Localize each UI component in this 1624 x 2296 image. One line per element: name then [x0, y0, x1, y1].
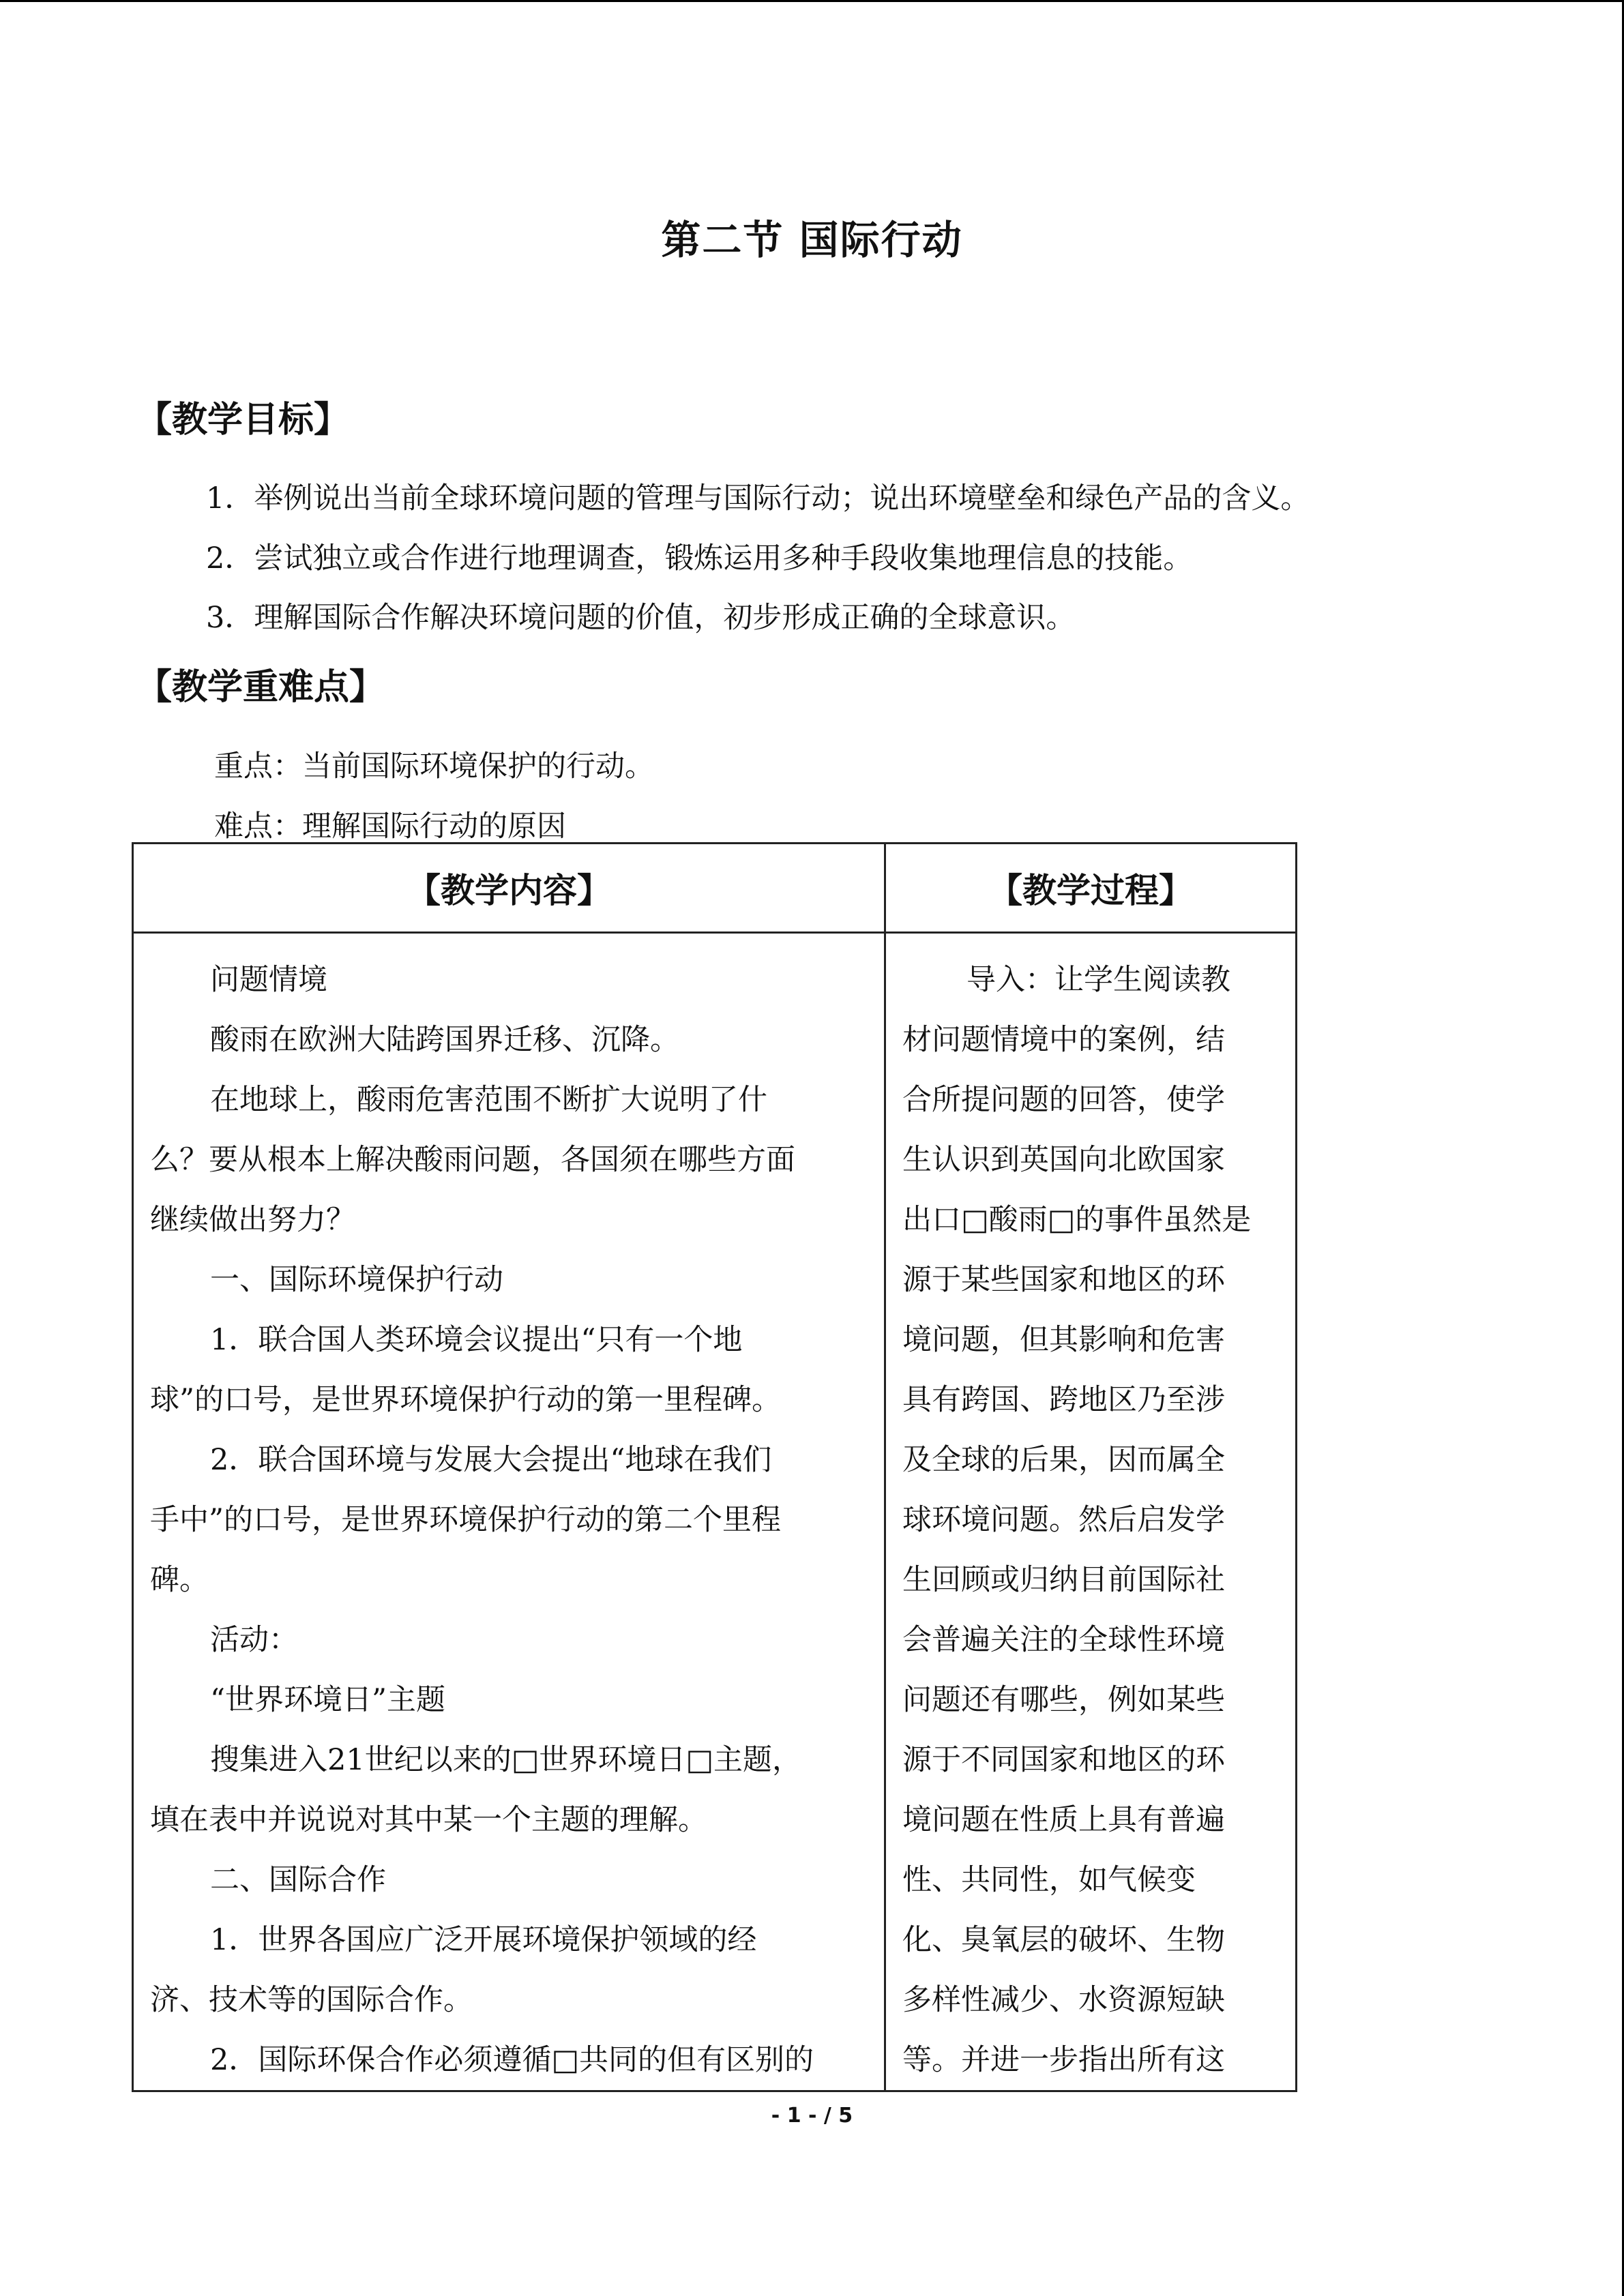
- process-line: 等。并进一步指出所有这: [902, 2043, 1225, 2077]
- objective-item-3: 3．理解国际合作解决环境问题的价值，初步形成正确的全球意识。: [206, 601, 1076, 635]
- objectives-heading: 【教学目标】: [136, 400, 350, 441]
- content-line: 济、技术等的国际合作。: [150, 1983, 473, 2017]
- table-header-row: [133, 844, 1297, 933]
- content-line: 问题情境: [210, 963, 327, 997]
- process-line: 导入：让学生阅读教: [966, 963, 1230, 997]
- process-line: 及全球的后果，因而属全: [902, 1443, 1225, 1477]
- content-line: 搜集进入21世纪以来的□世界环境日□主题，: [210, 1743, 801, 1777]
- difficulty-text: 难点：理解国际行动的原因: [214, 809, 566, 844]
- key-points-heading: 【教学重难点】: [136, 667, 385, 708]
- content-line: 么？要从根本上解决酸雨问题，各国须在哪些方面: [150, 1143, 795, 1177]
- content-line: 1．联合国人类环境会议提出“只有一个地: [210, 1323, 743, 1357]
- content-line: 1．世界各国应广泛开展环境保护领域的经: [210, 1923, 757, 1957]
- process-line: 生回顾或归纳目前国际社: [902, 1563, 1225, 1597]
- content-line: 一、国际环境保护行动: [210, 1263, 503, 1297]
- content-line: 2．联合国环境与发展大会提出“地球在我们: [210, 1443, 772, 1477]
- table-body-row: [133, 933, 1297, 2091]
- content-line: 二、国际合作: [210, 1863, 386, 1897]
- process-line: 性、共同性，如气候变: [902, 1863, 1196, 1897]
- content-cell: [133, 933, 885, 2091]
- page-number: - 1 - / 5: [771, 2104, 853, 2128]
- top-border: [0, 0, 1624, 2]
- content-line: 碑。: [150, 1563, 209, 1597]
- process-line: 境问题在性质上具有普遍: [902, 1803, 1225, 1837]
- content-line: 2．国际环保合作必须遵循□共同的但有区别的: [210, 2043, 814, 2077]
- header-content: 【教学内容】: [133, 844, 885, 933]
- process-line: 源于某些国家和地区的环: [902, 1263, 1225, 1297]
- header-process: 【教学过程】: [885, 844, 1297, 933]
- objective-item-1: 1．举例说出当前全球环境问题的管理与国际行动；说出环境壁垒和绿色产品的含义。: [206, 481, 1310, 516]
- process-cell: [885, 933, 1297, 2091]
- lesson-table: [132, 842, 1297, 2092]
- process-line: 出口□酸雨□的事件虽然是: [902, 1203, 1252, 1237]
- content-line: 填在表中并说说对其中某一个主题的理解。: [150, 1803, 707, 1837]
- process-line: 球环境问题。然后启发学: [902, 1503, 1225, 1537]
- process-line: 会普遍关注的全球性环境: [902, 1623, 1225, 1657]
- content-line: 球”的口号，是世界环境保护行动的第一里程碑。: [150, 1383, 781, 1417]
- process-line: 合所提问题的回答，使学: [902, 1083, 1225, 1117]
- content-line: 手中”的口号，是世界环境保护行动的第二个里程: [150, 1503, 781, 1537]
- content-line: “世界环境日”主题: [210, 1683, 445, 1717]
- process-line: 源于不同国家和地区的环: [902, 1743, 1225, 1777]
- content-line: 活动：: [210, 1623, 298, 1657]
- content-line: 酸雨在欧洲大陆跨国界迁移、沉降。: [210, 1023, 679, 1057]
- content-line: 继续做出努力？: [150, 1203, 355, 1237]
- process-line: 化、臭氧层的破坏、生物: [902, 1923, 1225, 1957]
- content-line: 在地球上，酸雨危害范围不断扩大说明了什: [210, 1083, 767, 1117]
- process-line: 多样性减少、水资源短缺: [902, 1983, 1225, 2017]
- focus-text: 重点：当前国际环境保护的行动。: [214, 749, 654, 784]
- process-line: 具有跨国、跨地区乃至涉: [902, 1383, 1225, 1417]
- page-title: 第二节 国际行动: [661, 217, 963, 263]
- process-line: 生认识到英国向北欧国家: [902, 1143, 1225, 1177]
- process-line: 材问题情境中的案例，结: [902, 1023, 1225, 1057]
- process-line: 境问题，但其影响和危害: [902, 1323, 1225, 1357]
- process-line: 问题还有哪些，例如某些: [902, 1683, 1225, 1717]
- objective-item-2: 2．尝试独立或合作进行地理调查，锻炼运用多种手段收集地理信息的技能。: [206, 541, 1193, 576]
